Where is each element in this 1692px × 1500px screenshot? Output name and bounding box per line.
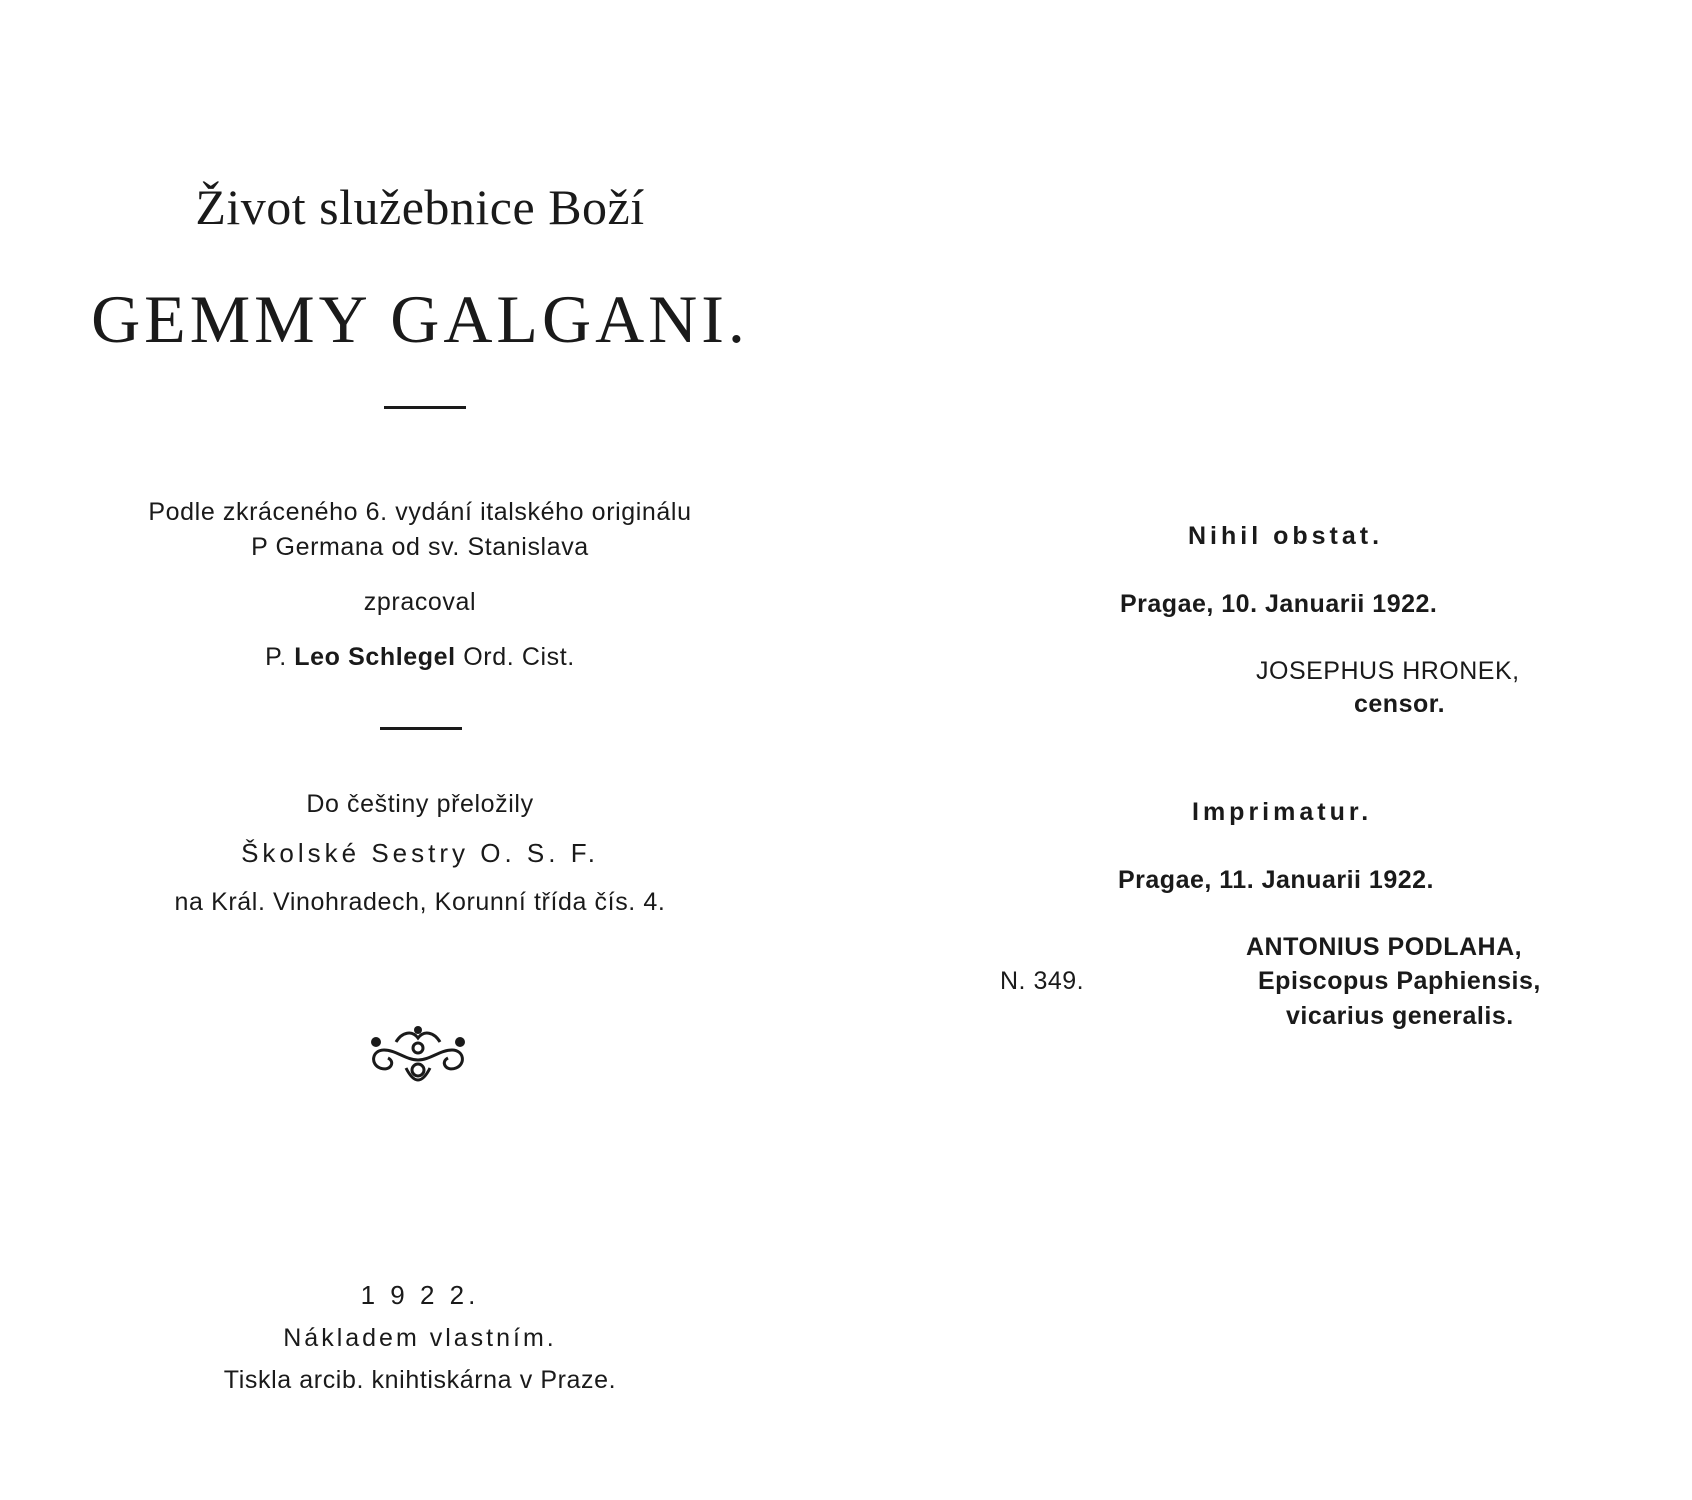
subtitle: Život služebnice Boží (195, 179, 645, 235)
nihil-date: Pragae, 10. Januarii 1922. (1120, 590, 1438, 618)
divider-top (384, 406, 466, 409)
adapter-line (0, 643, 840, 672)
censor-name: JOSEPHUS HRONEK, (1256, 657, 1520, 685)
year: 1 9 2 2. (360, 1280, 480, 1310)
ornament-icon (366, 1020, 470, 1086)
imprimatur: Imprimatur. (1192, 798, 1373, 826)
source-line-2: P Germana od sv. Stanislava (251, 533, 589, 561)
translators-address: na Král. Vinohradech, Korunní třída čís. 4. (174, 888, 666, 916)
imprimatur-date: Pragae, 11. Januarii 1922. (1118, 866, 1434, 894)
censor-role: censor. (1354, 690, 1446, 718)
translators: Školské Sestry O. S. F. (241, 838, 599, 868)
nihil-obstat: Nihil obstat. (1188, 522, 1384, 550)
adapted-label: zpracoval (363, 588, 477, 616)
adapter-name: Leo Schlegel (294, 643, 456, 671)
vicar-title-2: vicarius generalis. (1286, 1002, 1514, 1030)
adapter-suffix: Ord. Cist. (463, 643, 575, 671)
vicar-name: ANTONIUS PODLAHA, (1246, 933, 1523, 961)
divider-middle (380, 727, 462, 730)
page-title: GEMMY GALGANI. (91, 281, 749, 357)
vicar-title-1: Episcopus Paphiensis, (1258, 967, 1541, 995)
translated-label: Do češtiny přeložily (306, 790, 534, 818)
printer: Tiskla arcib. knihtiskárna v Praze. (223, 1366, 617, 1394)
source-line-1: Podle zkráceného 6. vydání italského originálu (148, 498, 692, 526)
publisher: Nákladem vlastním. (283, 1324, 557, 1352)
document-number: N. 349. (1000, 967, 1085, 995)
adapter-prefix: P. (265, 643, 287, 671)
